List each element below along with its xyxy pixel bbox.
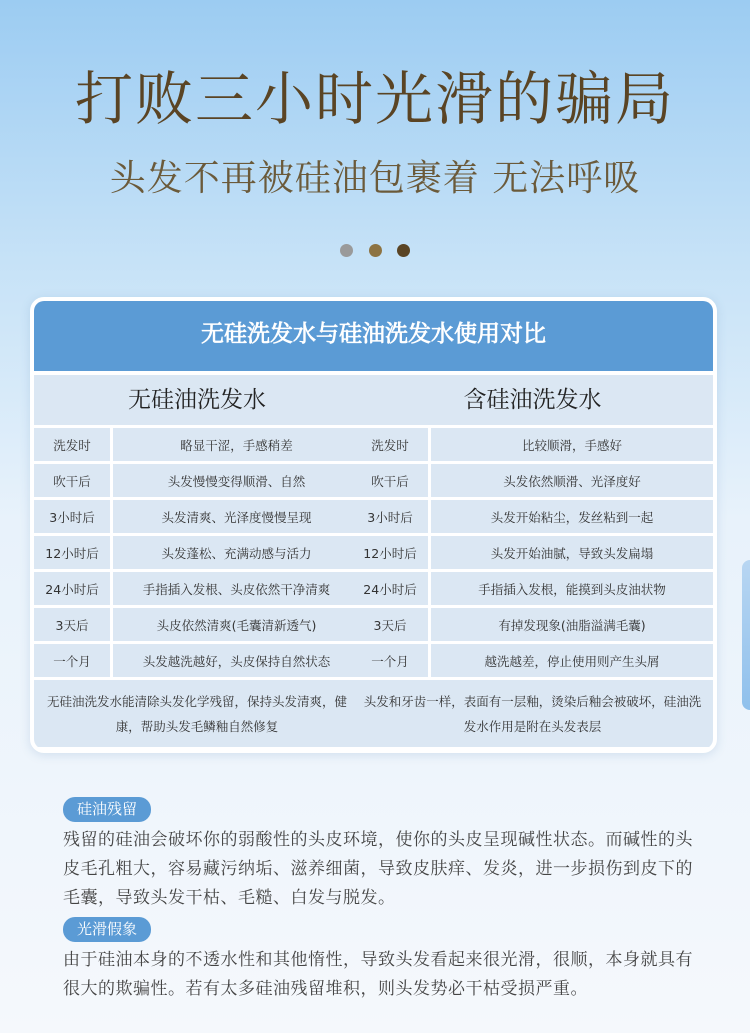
- table-row: [352, 608, 713, 641]
- row-time: 洗发时: [352, 428, 428, 461]
- section-tag-silicone-residue: 硅油残留: [63, 797, 151, 822]
- row-time: 24小时后: [352, 572, 428, 605]
- table-row: [352, 500, 713, 533]
- comparison-card: [30, 297, 717, 753]
- table-row: [34, 464, 360, 497]
- page-subtitle: 头发不再被硅油包裹着 无法呼吸: [109, 158, 641, 199]
- table-row: [352, 428, 713, 461]
- row-effect: 头发依然顺滑、光泽度好: [431, 464, 713, 497]
- row-time: 24小时后: [34, 572, 110, 605]
- column-summary: 无硅油洗发水能清除头发化学残留，保持头发清爽，健康，帮助头发毛鳞釉自然修复: [34, 680, 360, 747]
- row-time: 3小时后: [352, 500, 428, 533]
- table-row: [34, 500, 360, 533]
- row-time: 一个月: [352, 644, 428, 677]
- row-time: 12小时后: [352, 536, 428, 569]
- row-time: 3天后: [352, 608, 428, 641]
- section-text-smooth-illusion: 由于硅油本身的不透水性和其他惰性，导致头发看起来很光滑，很顺，本身就具有很大的欺骗性。若有太多硅油残留堆积，则头发势必干枯受损严重。: [63, 950, 693, 999]
- comparison-heading: 无硅洗发水与硅油洗发水使用对比: [34, 301, 713, 371]
- row-effect: 比较顺滑，手感好: [431, 428, 713, 461]
- row-time: 吹干后: [352, 464, 428, 497]
- row-time: 吹干后: [34, 464, 110, 497]
- row-effect: 略显干涩，手感稍差: [113, 428, 360, 461]
- row-effect: 头发开始油腻，导致头发扁塌: [431, 536, 713, 569]
- section-tag-smooth-illusion: 光滑假象: [63, 917, 151, 942]
- page-title: 打败三小时光滑的骗局: [74, 65, 675, 133]
- row-effect: 头发蓬松、充满动感与活力: [113, 536, 360, 569]
- dot-2[interactable]: [369, 244, 382, 257]
- table-row: [34, 608, 360, 641]
- dot-1[interactable]: [340, 244, 353, 257]
- row-time: 洗发时: [34, 428, 110, 461]
- row-effect: 手指插入发根，能摸到头皮油状物: [431, 572, 713, 605]
- row-time: 12小时后: [34, 536, 110, 569]
- row-effect: 越洗越差，停止使用则产生头屑: [431, 644, 713, 677]
- row-effect: 手指插入发根、头皮依然干净清爽: [113, 572, 360, 605]
- row-effect: 头皮依然清爽(毛囊清新透气): [113, 608, 360, 641]
- table-row: [34, 428, 360, 461]
- row-time: 3小时后: [34, 500, 110, 533]
- column-header: 无硅油洗发水: [34, 375, 360, 425]
- table-row: [34, 536, 360, 569]
- row-effect: 头发慢慢变得顺滑、自然: [113, 464, 360, 497]
- side-accent-decoration: [742, 560, 750, 710]
- table-row: [352, 572, 713, 605]
- silicone-column: [352, 375, 713, 747]
- table-row: [352, 536, 713, 569]
- row-effect: 头发开始粘尘，发丝粘到一起: [431, 500, 713, 533]
- section-text-silicone-residue: 残留的硅油会破坏你的弱酸性的头皮环境，使你的头皮呈现碱性状态。而碱性的头皮毛孔粗大，容易藏污纳垢、滋养细菌，导致皮肤痒、发炎，进一步损伤到皮下的毛囊，导致头发干枯、毛糙、白发与脱发。: [63, 830, 693, 908]
- silicone-free-column: [34, 375, 360, 747]
- row-effect: 头发清爽、光泽度慢慢呈现: [113, 500, 360, 533]
- dot-3[interactable]: [397, 244, 410, 257]
- table-row: [34, 644, 360, 677]
- column-header: 含硅油洗发水: [352, 375, 713, 425]
- row-effect: 有掉发现象(油脂溢满毛囊): [431, 608, 713, 641]
- row-time: 3天后: [34, 608, 110, 641]
- table-row: [352, 464, 713, 497]
- column-summary: 头发和牙齿一样，表面有一层釉，烫染后釉会被破坏，硅油洗发水作用是附在头发表层: [352, 680, 713, 747]
- carousel-dots: [0, 242, 750, 261]
- table-row: [352, 644, 713, 677]
- row-time: 一个月: [34, 644, 110, 677]
- table-row: [34, 572, 360, 605]
- row-effect: 头发越洗越好，头皮保持自然状态: [113, 644, 360, 677]
